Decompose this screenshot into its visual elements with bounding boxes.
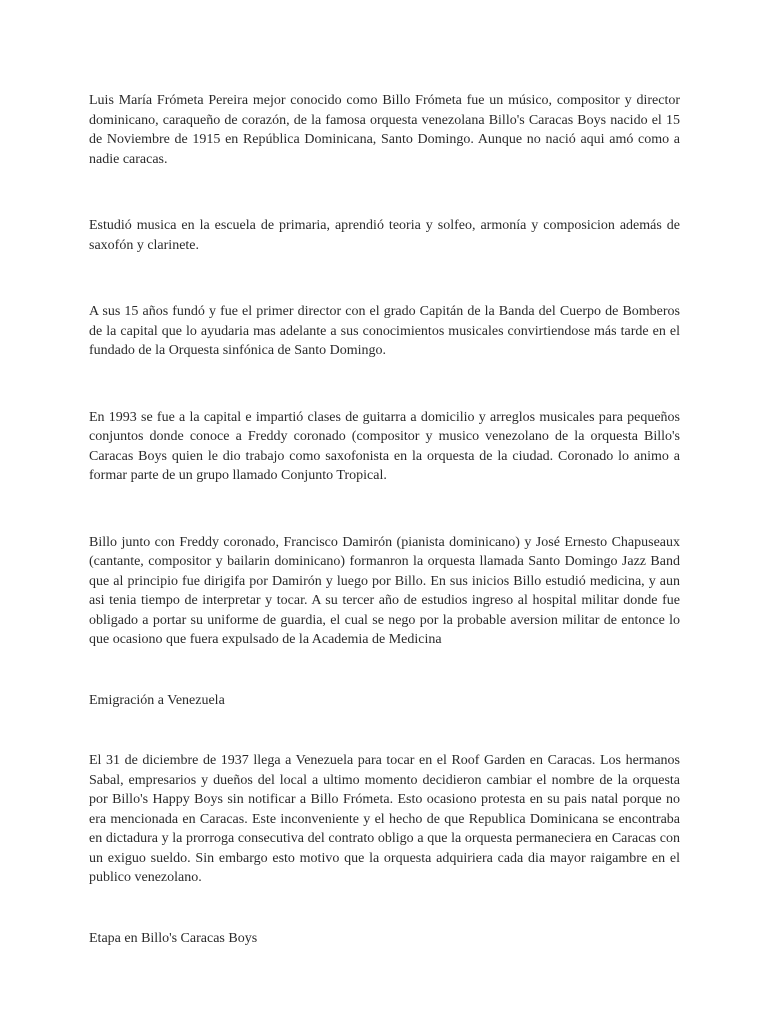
paragraph-band: A sus 15 años fundó y fue el primer director con el grado Capitán de la Banda del Cuerpo de Bomberos de la capital que lo ayudaria mas adelante a sus conocimientos musicales convirtiendose más tarde en el fundado de la Orquesta sinfónica de Santo Domingo. [89,304,680,358]
heading-caracas-boys: Etapa en Billo's Caracas Boys [89,930,258,946]
heading-emigration: Emigración a Venezuela [89,692,225,708]
paragraph-jazz-band: Billo junto con Freddy coronado, Francisco Damirón (pianista dominicano) y José Ernesto Chapuseaux (cantante, compositor y bailarin dominicano) formanron la orquesta llamada Santo Domingo Jazz Band que al principio fue dirigifa por Damirón y luego por Billo. En sus inicios Billo estudió medicina, y aun asi tenia tiempo de interpretar y tocar. A su tercer año de estudios ingreso al hospital militar donde fue obligado a portar su uniforme de guardia, el cual se nego por la probable aversion militar de entonce lo que ocasiono que fuera expulsado de la Academia de Medicina [89,534,680,647]
document-page [89,91,680,948]
paragraph-capital: En 1993 se fue a la capital e impartió clases de guitarra a domicilio y arreglos musicales para pequeños conjuntos donde conoce a Freddy coronado (compositor y musico venezolano de la orquesta Billo's Caracas Boys quien le dio trabajo como saxofonista en la orquesta de la ciudad. Coronado lo animo a formar parte de un grupo llamado Conjunto Tropical. [89,409,680,483]
paragraph-studies: Estudió musica en la escuela de primaria, aprendió teoria y solfeo, armonía y composicion además de saxofón y clarinete. [89,218,680,253]
paragraph-venezuela: El 31 de diciembre de 1937 llega a Venezuela para tocar en el Roof Garden en Caracas. Los hermanos Sabal, empresarios y dueños del local a ultimo momento decidieron cambiar el nombre de la orquesta por Billo's Happy Boys sin notificar a Billo Frómeta. Esto ocasiono protesta en su pais natal porque no era mencionada en Caracas. Este inconveniente y el hecho de que Republica Dominicana se encontraba en dictadura y la prorroga consecutiva del contrato obligo a que la orquesta permaneciera en Caracas con un exiguo sueldo. Sin embargo esto motivo que la orquesta adquiriera cada dia mayor raigambre en el publico venezolano. [89,753,680,885]
paragraph-intro: Luis María Frómeta Pereira mejor conocido como Billo Frómeta fue un músico, compositor y director dominicano, caraqueño de corazón, de la famosa orquesta venezolana Billo's Caracas Boys nacido el 15 de Noviembre de 1915 en República Dominicana, Santo Domingo. Aunque no nació aqui amó como a nadie caracas. [89,93,680,167]
